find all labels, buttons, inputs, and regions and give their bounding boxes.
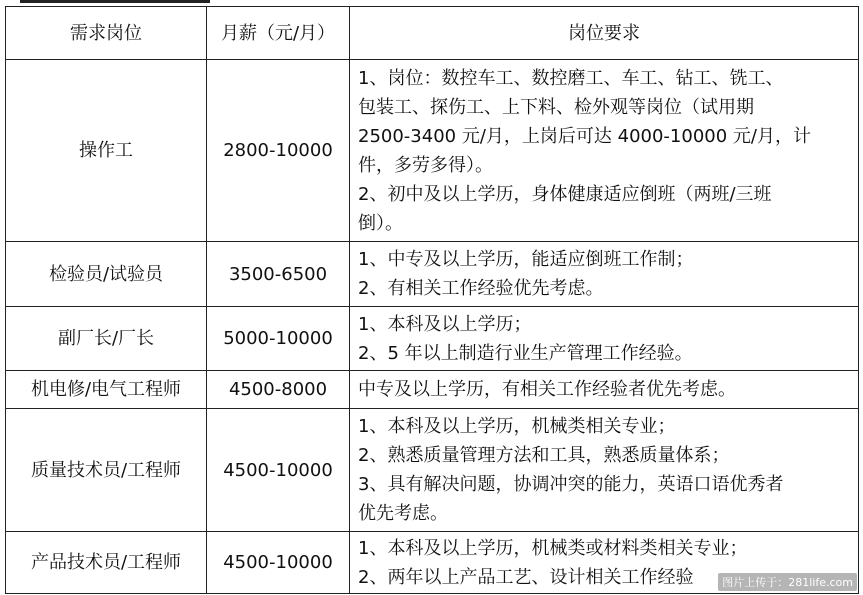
requirements-cell (350, 307, 859, 371)
header-salary: 月薪（元/月） (207, 7, 350, 60)
header-position: 需求岗位 (6, 7, 207, 60)
salary-cell: 2800-10000 (207, 60, 350, 242)
requirements-cell (350, 242, 859, 307)
salary-cell: 5000-10000 (207, 307, 350, 371)
salary-cell: 4500-10000 (207, 409, 350, 532)
requirement-line: 包装工、探伤工、上下料、检外观等岗位（试用期 (358, 96, 754, 118)
requirement-line: 中专及以上学历，有相关工作经验者优先考虑。 (358, 379, 736, 400)
position-cell: 产品技术员/工程师 (6, 532, 207, 594)
table-header-row (6, 7, 859, 60)
requirements-cell (350, 409, 859, 532)
requirement-line: 2500-3400 元/月，上岗后可达 4000-10000 元/月，计 (358, 125, 811, 147)
salary-cell: 4500-8000 (207, 371, 350, 409)
requirement-line: 2、5 年以上制造行业生产管理工作经验。 (358, 342, 693, 364)
requirement-line: 2、熟悉质量管理方法和工具，熟悉质量体系； (358, 445, 730, 466)
table-row (6, 371, 859, 409)
salary-cell: 4500-10000 (207, 532, 350, 594)
requirement-line: 1、本科及以上学历； (358, 313, 532, 335)
requirement-line: 2、初中及以上学历，身体健康适应倒班（两班/三班 (358, 183, 772, 205)
header-requirements: 岗位要求 (350, 7, 859, 60)
requirement-line: 1、岗位：数控车工、数控磨工、车工、钻工、铣工、 (358, 67, 784, 89)
requirement-line: 2、有相关工作经验优先考虑。 (358, 278, 604, 299)
position-cell: 操作工 (6, 60, 207, 242)
requirement-line: 3、具有解决问题，协调冲突的能力，英语口语优秀者 (358, 474, 784, 495)
salary-cell: 3500-6500 (207, 242, 350, 307)
table-row (6, 242, 859, 307)
watermark: 图片上传于：281life.com (718, 573, 857, 591)
requirement-line: 2、两年以上产品工艺、设计相关工作经验 (358, 566, 694, 588)
requirement-line: 1、本科及以上学历，机械类相关专业； (358, 416, 676, 437)
position-cell: 机电修/电气工程师 (6, 371, 207, 409)
requirement-line: 件，多劳多得）。 (358, 154, 493, 176)
table-row (6, 307, 859, 371)
table-row (6, 409, 859, 532)
requirement-line: 优先考虑。 (358, 503, 448, 524)
position-cell: 质量技术员/工程师 (6, 409, 207, 532)
position-cell: 检验员/试验员 (6, 242, 207, 307)
top-cropped-heading (20, 0, 210, 3)
requirements-cell (350, 371, 859, 409)
requirement-line: 1、本科及以上学历，机械类或材料类相关专业； (358, 537, 748, 559)
requirement-line: 1、中专及以上学历，能适应倒班工作制； (358, 249, 694, 270)
table-row (6, 60, 859, 242)
position-cell: 副厂长/厂长 (6, 307, 207, 371)
job-requirements-table (5, 6, 859, 594)
requirements-cell (350, 60, 859, 242)
requirement-line: 倒）。 (358, 212, 403, 234)
